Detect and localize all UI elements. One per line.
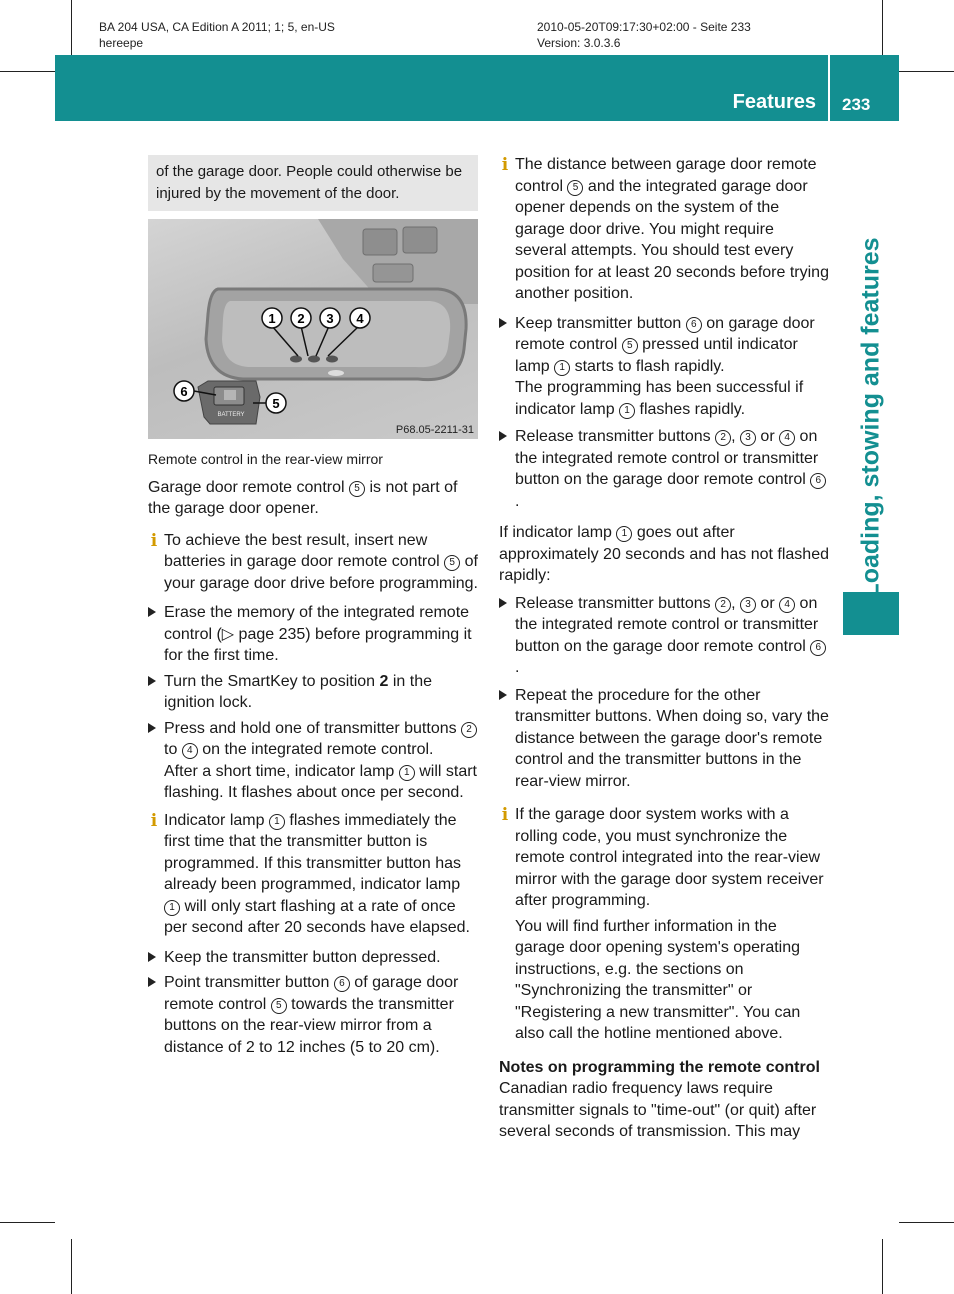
callout-ref: 6 — [686, 317, 702, 333]
crop-mark — [899, 1222, 954, 1223]
callout-ref: 2 — [715, 430, 731, 446]
subheading: Notes on programming the remote control — [499, 1058, 820, 1076]
info-note — [499, 154, 829, 305]
callout-ref: 4 — [779, 597, 795, 613]
step-arrow-icon — [148, 723, 156, 733]
print-meta-right — [537, 19, 751, 51]
instruction-step — [148, 947, 478, 969]
text: will start flashing. It flashes about once per second. — [164, 762, 477, 801]
text: Repeat the procedure for the other transmitter buttons. When doing so, vary the distance between the garage door's remote control and the transmitter buttons in the rear-view mirror. — [515, 686, 829, 790]
remote-label: BATTERY — [217, 412, 245, 418]
info-paragraph: You will find further information in the garage door opening system's operating instructions, e.g. the sections on "Synchronizing the transmitter" or "Registering a new transmitter". You can also call the hotline mentioned above. — [515, 917, 801, 1042]
callout-3 — [320, 308, 340, 328]
text: on garage door remote control — [515, 314, 815, 353]
text: towards the transmitter buttons on the rear-view mirror from a distance of 2 to 12 inches (5 to 20 cm). — [164, 995, 454, 1056]
text: To achieve the best result, insert new batteries in garage door remote control — [164, 531, 445, 570]
callout-label: 1 — [268, 311, 276, 326]
instruction-step — [148, 972, 478, 1058]
text: Press and hold one of transmitter buttons — [164, 719, 462, 737]
crop-mark — [882, 1239, 883, 1294]
text: flashes rapidly. — [635, 400, 746, 418]
condition-paragraph — [499, 522, 829, 587]
callout-label: 5 — [272, 396, 280, 411]
instruction-step — [499, 593, 829, 679]
text: After a short time, indicator lamp — [164, 762, 399, 780]
meta-line: hereepe — [99, 36, 144, 50]
instruction-step — [148, 671, 478, 714]
text: . — [515, 659, 520, 676]
callout-ref: 3 — [740, 597, 756, 613]
intro-paragraph — [148, 477, 478, 520]
instruction-step — [499, 685, 829, 793]
text: The programming has been successful if indicator lamp — [515, 379, 804, 418]
info-icon: i — [150, 530, 158, 551]
callout-ref: 5 — [349, 481, 365, 497]
callout-1 — [262, 308, 282, 328]
info-icon: i — [501, 805, 509, 825]
text: starts to flash rapidly. — [570, 357, 725, 375]
callout-ref: 6 — [334, 976, 350, 992]
step-arrow-icon — [148, 676, 156, 686]
step-arrow-icon — [499, 431, 507, 441]
callout-ref: 3 — [740, 430, 756, 446]
position-number: 2 — [379, 672, 389, 690]
text: Indicator lamp — [164, 811, 269, 829]
text: If indicator lamp — [499, 524, 617, 541]
text: or — [755, 428, 780, 445]
callout-ref: 1 — [554, 360, 570, 376]
info-icon: i — [501, 155, 509, 175]
text: The distance between garage door remote control — [515, 156, 817, 195]
text: , — [731, 428, 740, 445]
step-arrow-icon — [148, 607, 156, 617]
callout-ref: 5 — [567, 180, 583, 196]
text: on the integrated remote control or transmitter button on the garage door remote control — [515, 428, 819, 488]
text: goes out after approximately 20 seconds and has not flashed rapidly: — [499, 524, 829, 584]
info-icon: i — [150, 810, 158, 831]
meta-line: BA 204 USA, CA Edition A 2011; 1; 5, en-US — [99, 20, 335, 34]
crop-mark — [0, 1222, 55, 1223]
text: of your garage door drive before programming. — [164, 553, 478, 592]
callout-ref: 5 — [444, 555, 460, 571]
callout-ref: 1 — [269, 814, 285, 830]
rear-view-mirror-figure — [148, 219, 478, 439]
page-number-box — [830, 55, 899, 121]
callout-label: 6 — [180, 384, 188, 399]
mirror-illustration — [148, 219, 478, 439]
crop-mark — [0, 71, 55, 72]
text: . — [515, 492, 520, 510]
info-note — [148, 810, 478, 939]
meta-line: 2010-05-20T09:17:30+02:00 - Seite 233 — [537, 20, 751, 34]
figure-code: P68.05-2211-31 — [395, 424, 474, 436]
text: and the integrated garage door opener depends on the system of the garage door drive. You might require several attempts. You should test every position for at least 20 seconds before trying another position. — [515, 177, 829, 302]
step-arrow-icon — [148, 952, 156, 962]
page-number: 233 — [842, 95, 871, 114]
callout-ref: 2 — [461, 722, 477, 738]
callout-6 — [174, 381, 194, 401]
text: Garage door remote control — [148, 478, 349, 496]
callout-ref: 2 — [715, 597, 731, 613]
print-meta-left — [99, 19, 335, 51]
step-result — [515, 377, 829, 420]
callout-ref: 1 — [619, 403, 635, 419]
callout-ref: 6 — [810, 640, 826, 656]
info-note — [148, 530, 478, 595]
step-arrow-icon — [499, 318, 507, 328]
text: Erase the memory of the integrated remote control (▷ page 235) before programming it for the first time. — [164, 604, 472, 664]
text: is not part of the garage door opener. — [148, 478, 458, 517]
step-result — [164, 761, 478, 804]
left-column — [148, 155, 478, 1058]
step-arrow-icon — [148, 977, 156, 987]
info-paragraph: If the garage door system works with a rolling code, you must synchronize the remote control integrated into the rear-view mirror with the garage door system receiver after programming. — [515, 806, 824, 909]
text: in the ignition lock. — [164, 672, 433, 711]
text: Keep transmitter button — [515, 314, 686, 332]
callout-ref: 4 — [182, 743, 198, 759]
info-note — [499, 804, 829, 1045]
instruction-step — [499, 313, 829, 421]
callout-label: 3 — [326, 311, 334, 326]
callout-label: 2 — [297, 311, 305, 326]
callout-2 — [291, 308, 311, 328]
text: on the integrated remote control. — [197, 741, 434, 758]
callout-4 — [350, 308, 370, 328]
crop-mark — [71, 0, 72, 55]
text: flashes immediately the first time that the transmitter button is programmed. If this transmitter button has already been programmed, indicator lamp — [164, 811, 462, 893]
garage-remote-icon — [198, 381, 260, 424]
text: to — [164, 741, 182, 758]
instruction-step — [148, 602, 478, 667]
callout-ref: 6 — [810, 473, 826, 489]
callout-ref: 1 — [164, 900, 180, 916]
crop-mark — [899, 71, 954, 72]
meta-line: Version: 3.0.3.6 — [537, 36, 621, 50]
section-title: Features — [732, 91, 816, 113]
text: Point transmitter button — [164, 974, 334, 991]
text: , — [731, 594, 740, 612]
chapter-title: Loading, stowing and features — [856, 237, 885, 599]
callout-ref: 5 — [271, 998, 287, 1014]
text: or — [755, 594, 780, 612]
callout-ref: 5 — [622, 338, 638, 354]
callout-ref: 1 — [399, 765, 415, 781]
text: Release transmitter buttons — [515, 594, 716, 612]
callout-5 — [266, 393, 286, 413]
step-arrow-icon — [499, 690, 507, 700]
instruction-step — [499, 426, 829, 512]
warning-box — [148, 155, 478, 211]
figure-caption: Remote control in the rear-view mirror — [148, 451, 383, 467]
text: will only start flashing at a rate of once per second after 20 seconds have elapsed. — [164, 897, 470, 936]
text: Release transmitter buttons — [515, 428, 716, 445]
text: of garage door remote control — [164, 974, 459, 1013]
text: pressed until indicator lamp — [515, 336, 798, 375]
text: Turn the SmartKey to position — [164, 672, 380, 690]
crop-mark — [882, 0, 883, 55]
section-header — [55, 55, 828, 121]
callout-ref: 4 — [779, 430, 795, 446]
body-paragraph: Canadian radio frequency laws require transmitter signals to "time-out" (or quit) after several seconds of transmission. This may — [499, 1080, 817, 1140]
text: on the integrated remote control or transmitter button on the garage door remote control — [515, 594, 819, 655]
crop-mark — [71, 1239, 72, 1294]
text: Keep the transmitter button depressed. — [164, 948, 441, 966]
callout-ref: 1 — [616, 526, 632, 542]
step-arrow-icon — [499, 598, 507, 608]
right-column — [499, 154, 829, 1143]
warning-text: of the garage door. People could otherwise be injured by the movement of the door. — [156, 163, 463, 202]
callout-label: 4 — [356, 311, 364, 326]
instruction-step — [148, 718, 478, 804]
